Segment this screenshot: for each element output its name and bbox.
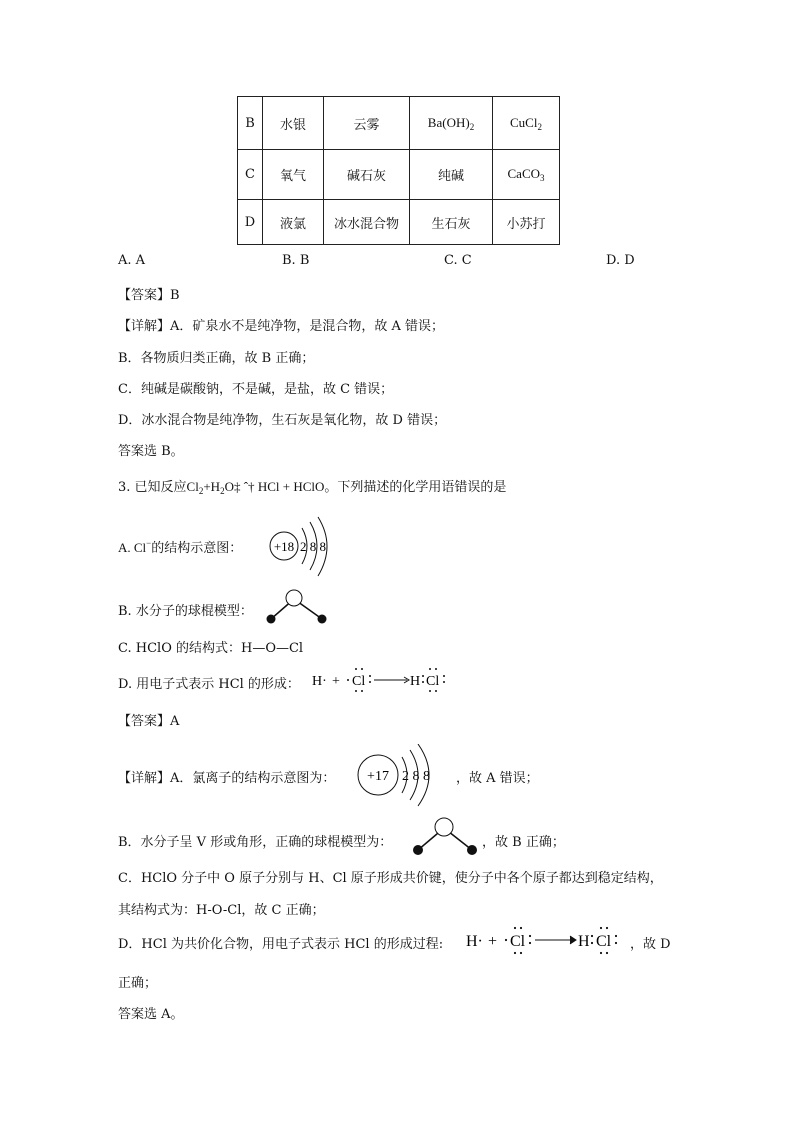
- table-cell: 水银: [263, 97, 324, 150]
- detail-line: 其结构式为：H-O-Cl，故 C 正确；: [118, 903, 325, 918]
- row-label: D: [238, 200, 263, 245]
- table-cell: $Ba(OH)_2$: [410, 97, 493, 150]
- shell-label: 2 8 8: [402, 769, 430, 784]
- option-b-row: B. 水分子的球棍模型：: [118, 604, 253, 619]
- detail-line: D．HCl 为共价化合物，用电子式表示 HCl 的形成过程:: [118, 937, 444, 952]
- table-row: [238, 200, 560, 245]
- detail-line: D．冰水混合物是纯净物，生石灰是氧化物，故 D 错误；: [118, 413, 447, 428]
- detail-line: ，故 B 正确；: [482, 835, 565, 850]
- table-cell: 碱石灰: [324, 150, 410, 200]
- hcl-formation-electron-formula: [466, 924, 642, 956]
- option-d-row: D. 用电子式表示 HCl 的形成：: [118, 677, 300, 692]
- svg-text:+: +: [332, 674, 340, 689]
- classification-table: [237, 96, 560, 245]
- detail-line: B．水分子呈 V 形或角形，正确的球棍模型为：: [118, 835, 393, 850]
- table-cell: 氧气: [263, 150, 324, 200]
- option-b: B. B: [282, 253, 310, 268]
- option-d: D. D: [606, 253, 635, 268]
- table-cell: 冰水混合物: [324, 200, 410, 245]
- table-cell: 云雾: [324, 97, 410, 150]
- cl-ion-structure-diagram: [264, 516, 364, 580]
- hcl-formation-electron-formula: [312, 664, 462, 694]
- svg-text:Cl: Cl: [426, 674, 440, 689]
- table-row: [238, 97, 560, 150]
- answer-label: 【答案】A: [118, 714, 180, 729]
- detail-line: ，故 D: [630, 937, 671, 952]
- svg-text:Cl: Cl: [352, 674, 366, 689]
- table-cell: CaCO$_3$: [493, 150, 560, 200]
- svg-text:Cl: Cl: [596, 933, 612, 950]
- shell-label: 2 8 8: [300, 539, 326, 554]
- detail-line: C．HClO 分子中 O 原子分别与 H、Cl 原子形成共价键，使分子中各个原子都达到稳定结构，: [118, 871, 663, 886]
- svg-text:Cl: Cl: [510, 933, 526, 950]
- detail-line: 正确；: [118, 976, 158, 991]
- nucleus-label: +17: [367, 769, 389, 784]
- final-answer: 答案选 A。: [118, 1007, 184, 1022]
- detail-line: ，故 A 错误；: [456, 771, 539, 786]
- answer-label: 【答案】B: [118, 288, 180, 303]
- table-row: [238, 150, 560, 200]
- option-a-row: A. Cl−的结构示意图：: [118, 538, 243, 556]
- water-ball-stick-model: [262, 587, 334, 627]
- detail-line: B．各物质归类正确，故 B 正确；: [118, 351, 315, 366]
- detail-line: 【详解】A．矿泉水不是纯净物，是混合物，故 A 错误；: [118, 319, 445, 334]
- svg-text:H: H: [578, 933, 590, 950]
- nucleus-label: +18: [273, 539, 295, 554]
- question-stem: 3. 已知反应$Cl_2+H_2O\ddagger$ ˆ† HCl + HClO。下列描述的化学用语错误的是: [118, 479, 507, 496]
- option-c-row: C. HClO 的结构式：H—O—Cl: [118, 641, 304, 656]
- table-cell: 液氯: [263, 200, 324, 245]
- table-cell: 生石灰: [410, 200, 493, 245]
- table-cell: 小苏打: [493, 200, 560, 245]
- detail-line: C．纯碱是碳酸钠，不是碱，是盐，故 C 错误；: [118, 382, 394, 397]
- svg-text:+: +: [488, 933, 498, 950]
- table-cell: CuCl$_2$: [493, 97, 560, 150]
- svg-text:H: H: [410, 674, 421, 689]
- row-label: B: [238, 97, 263, 150]
- row-label: C: [238, 150, 263, 200]
- water-ball-stick-model: [406, 816, 482, 860]
- detail-line: 【详解】A．氯离子的结构示意图为：: [118, 771, 336, 786]
- option-a: A. A: [118, 253, 146, 268]
- detail-line: 答案选 B。: [118, 444, 184, 459]
- svg-text:H·: H·: [312, 674, 327, 689]
- option-c: C. C: [444, 253, 472, 268]
- table-cell: 纯碱: [410, 150, 493, 200]
- cl-ion-structure-diagram: [354, 744, 466, 810]
- svg-text:H·: H·: [466, 933, 483, 950]
